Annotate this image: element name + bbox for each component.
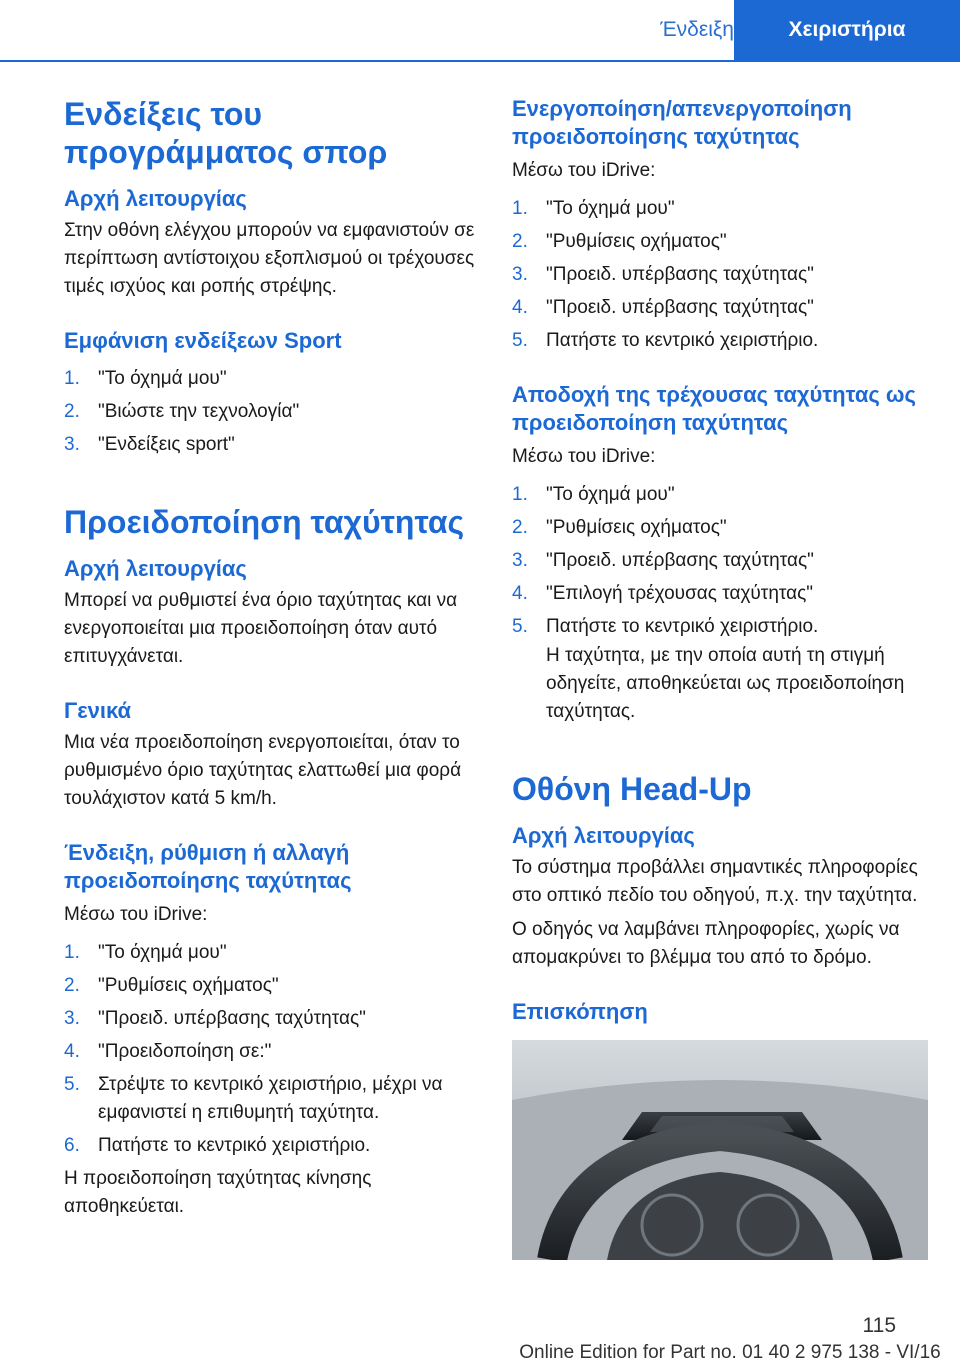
list-item [512, 327, 932, 355]
page-header [0, 0, 960, 62]
list-item [64, 1005, 484, 1033]
list-item [64, 1038, 484, 1066]
speed-principle-text: Μπορεί να ρυθμιστεί ένα όριο ταχύτητας και να ενεργοποιείται μια προειδοποίηση όταν αυτό επιτυγχάνεται. [64, 590, 458, 667]
step-text: "Ενδείξεις sport" [98, 434, 235, 455]
hud-principle-text: Το σύστημα προβάλλει σημαντικές πληροφορίες στο οπτικό πεδίο του οδηγού, π.χ. την ταχύτητα. [512, 857, 918, 906]
step-number: 1. [512, 198, 528, 219]
speed-warning-title: Προειδοποίηση ταχύτητας [64, 504, 465, 540]
step-number: 1. [64, 942, 80, 963]
step-number: 2. [512, 231, 528, 252]
step-text: Πατήστε το κεντρικό χειριστήριο. [546, 330, 819, 351]
step-number: 3. [512, 264, 528, 285]
step-number: 2. [64, 401, 80, 422]
step-number: 2. [512, 517, 528, 538]
step-text: "Το όχημά μου" [98, 368, 227, 389]
step-number: 3. [64, 1008, 80, 1029]
list-item [512, 195, 932, 223]
left-column [64, 95, 484, 1221]
accept-speed-title: Αποδοχή της τρέχουσας ταχύτητας ως προειδοποίηση ταχύτητας [512, 382, 916, 435]
hud-principle-title: Αρχή λειτουργίας [512, 823, 695, 848]
list-item [64, 365, 484, 393]
step-number: 5. [512, 330, 528, 351]
list-item [64, 972, 484, 1000]
header-chapter-tab: Χειριστήρια [734, 0, 960, 62]
sport-principle-title: Αρχή λειτουργίας [64, 186, 247, 211]
step-number: 3. [64, 434, 80, 455]
list-item [512, 481, 932, 509]
step-number: 4. [512, 297, 528, 318]
step-text: "Το όχημά μου" [546, 484, 675, 505]
head-up-display-photo [512, 1040, 928, 1260]
step-text: "Προειδοποίηση σε:" [98, 1041, 272, 1062]
step-text: Στρέψτε το κεντρικό χειριστήριο, μέχρι να εμφανιστεί η επιθυμητή ταχύτητα. [98, 1074, 443, 1123]
step-number: 5. [512, 616, 528, 637]
step-number: 3. [512, 550, 528, 571]
step-number: 4. [512, 583, 528, 604]
step-text: "Προειδ. υπέρβασης ταχύτητας" [546, 264, 814, 285]
step-text: "Το όχημά μου" [98, 942, 227, 963]
sport-show-title: Εμφάνιση ενδείξεων Sport [64, 328, 342, 353]
step-number: 1. [512, 484, 528, 505]
step-number: 5. [64, 1074, 80, 1095]
dashboard-illustration [512, 1040, 928, 1260]
step-number: 4. [64, 1041, 80, 1062]
list-item [512, 547, 932, 575]
general-title: Γενικά [64, 698, 132, 723]
list-item [64, 1132, 484, 1160]
toggle-warning-intro: Μέσω του iDrive: [512, 160, 656, 181]
sport-title: Ενδείξεις του προγράμματος σπορ [64, 96, 388, 170]
toggle-steps-list [512, 195, 932, 355]
accept-steps-list [512, 481, 932, 641]
list-item [64, 398, 484, 426]
list-item [512, 613, 932, 641]
toggle-warning-title: Ενεργοποίηση/απενεργοποίηση προειδοποίησης ταχύτητας [512, 96, 852, 149]
overview-title: Επισκόπηση [512, 999, 648, 1024]
list-item [512, 228, 932, 256]
edition-text: Online Edition for Part no. 01 40 2 975 138 - VI/16 [519, 1342, 941, 1362]
step-text: Πατήστε το κεντρικό χειριστήριο. [546, 616, 819, 637]
list-item [64, 939, 484, 967]
accept-speed-intro: Μέσω του iDrive: [512, 446, 656, 467]
set-steps-list [64, 939, 484, 1160]
set-warning-intro: Μέσω του iDrive: [64, 904, 208, 925]
page-number: 115 [862, 1314, 896, 1337]
step-number: 1. [64, 368, 80, 389]
step-text: "Ρυθμίσεις οχήματος" [546, 231, 727, 252]
step-text: Πατήστε το κεντρικό χειριστήριο. [98, 1135, 371, 1156]
step-number: 2. [64, 975, 80, 996]
list-item [512, 261, 932, 289]
right-column [512, 95, 932, 1260]
header-section-label: Ένδειξη [660, 18, 734, 41]
header-rule [0, 60, 960, 62]
list-item [512, 514, 932, 542]
step-text: "Βιώστε την τεχνολογία" [98, 401, 300, 422]
step-text: "Ρυθμίσεις οχήματος" [98, 975, 279, 996]
sport-steps-list [64, 365, 484, 459]
accept-speed-note: Η ταχύτητα, με την οποία αυτή τη στιγμή οδηγείτε, αποθηκεύεται ως προειδοποίηση ταχύτητας. [546, 645, 905, 722]
step-text: "Το όχημά μου" [546, 198, 675, 219]
hud-title: Οθόνη Head-Up [512, 771, 752, 807]
set-warning-outro: Η προειδοποίηση ταχύτητας κίνησης αποθηκεύεται. [64, 1168, 372, 1217]
set-warning-title: Ένδειξη, ρύθμιση ή αλλαγή προειδοποίησης ταχύτητας [64, 840, 352, 893]
step-text: "Προειδ. υπέρβασης ταχύτητας" [546, 550, 814, 571]
sport-principle-text: Στην οθόνη ελέγχου μπορούν να εμφανιστούν σε περίπτωση αντίστοιχου εξοπλισμού οι τρέχουσες τιμές ισχύος και ροπής στρέψης. [64, 220, 475, 297]
step-text: "Προειδ. υπέρβασης ταχύτητας" [546, 297, 814, 318]
hud-driver-text: Ο οδηγός να λαμβάνει πληροφορίες, χωρίς να απομακρύνει το βλέμμα του από το δρόμο. [512, 919, 900, 968]
list-item [64, 431, 484, 459]
speed-principle-title: Αρχή λειτουργίας [64, 556, 247, 581]
list-item [512, 580, 932, 608]
step-text: "Επιλογή τρέχουσας ταχύτητας" [546, 583, 814, 604]
list-item [512, 294, 932, 322]
list-item [64, 1071, 484, 1127]
general-text: Μια νέα προειδοποίηση ενεργοποιείται, όταν το ρυθμισμένο όριο ταχύτητας ελαττωθεί μια φορά τουλάχιστον κατά 5 km/h. [64, 732, 462, 809]
step-number: 6. [64, 1135, 80, 1156]
step-text: "Προειδ. υπέρβασης ταχύτητας" [98, 1008, 366, 1029]
step-text: "Ρυθμίσεις οχήματος" [546, 517, 727, 538]
